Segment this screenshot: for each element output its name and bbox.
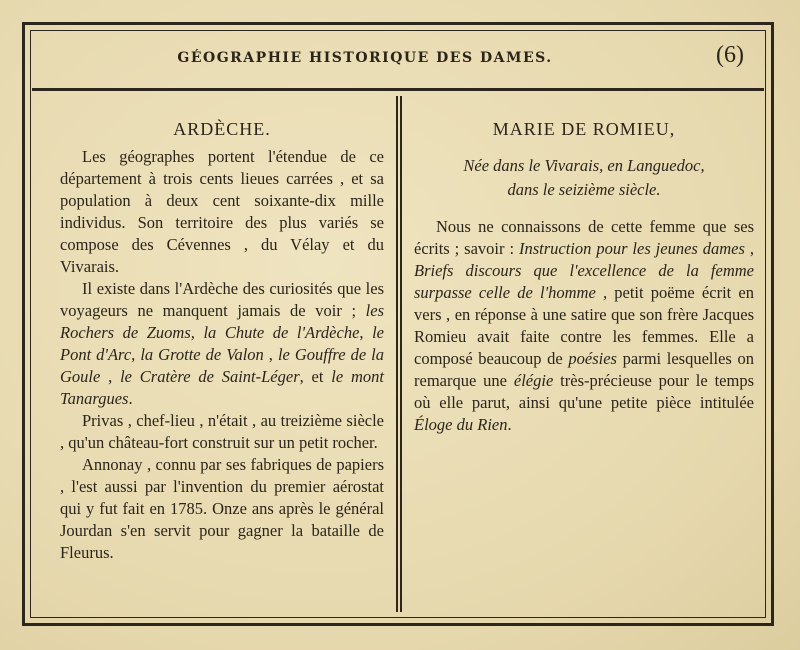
paragraph-biography	[414, 216, 754, 436]
text-span: , et	[299, 367, 332, 386]
text-span: Nous ne connaissons de cette femme que ses écrits ; savoir :	[414, 217, 754, 258]
text-span: .	[128, 389, 133, 408]
italic-place-name: le Pont d'Arc	[60, 323, 385, 364]
running-title: GÉOGRAPHIE HISTORIQUE DES DAMES.	[177, 50, 553, 66]
paragraph-geography: Les géographes portent l'étendue de ce département à trois cents lieues carrées , et sa population à deux cent soixante-dix mille individus. Son territoire des plus variés se compose des Cévennes , du Vélay et du Vivarais.	[60, 147, 384, 276]
section-heading-marie-de-romieu: MARIE DE ROMIEU,	[492, 119, 676, 139]
text-span: ,	[359, 323, 373, 342]
birth-subheading	[414, 154, 754, 202]
header-rule	[32, 88, 764, 91]
italic-place-names: les Rochers de Zuoms, la Chute de l'Ardèche	[60, 301, 384, 342]
italic-place-name: le Cratère de Saint-Léger	[120, 367, 300, 386]
section-heading-ardeche: ARDÈCHE.	[173, 119, 271, 139]
paragraph-annonay: Annonay , connu par ses fabriques de papiers , l'est aussi par l'invention du premier aérostat qui y fut fait en 1785. Onze ans après le général Jourdan s'en servit pour gagner la bataille de Fleurus.	[60, 455, 384, 562]
text-span: parmi lesquelles on remarque une	[414, 349, 754, 390]
italic-work-title: Instruction pour les jeunes dames	[518, 239, 745, 258]
text-span: très-précieuse pour le temps où elle parut, ainsi qu'une petite pièce intitulée	[414, 371, 754, 412]
italic-place-name: le Gouffre de la Goule	[60, 345, 384, 386]
left-column-ardeche	[60, 118, 384, 564]
page-header	[32, 34, 764, 86]
subheading-line-2: dans le seizième siècle.	[507, 180, 661, 199]
page-number: (6)	[716, 42, 744, 68]
text-span: ,	[100, 367, 121, 386]
italic-place-name: la Grotte de Valon	[140, 345, 264, 364]
italic-word: élégie	[513, 371, 554, 390]
paragraph-curiosities	[60, 278, 384, 410]
paragraph-privas: Privas , chef-lieu , n'était , au treizième siècle , qu'un château-fort construit sur un petit rocher.	[60, 411, 384, 452]
text-span: ,	[744, 239, 754, 258]
italic-work-title: Éloge du Rien	[414, 415, 508, 434]
subheading-line-1: Née dans le Vivarais, en Languedoc,	[463, 156, 705, 175]
text-span: ,	[263, 345, 278, 364]
text-span: ,	[131, 345, 141, 364]
italic-work-title: Briefs discours que l'excellence de la femme surpasse celle de l'homme	[414, 261, 754, 302]
right-column-marie-de-romieu	[414, 118, 754, 436]
column-divider	[396, 96, 402, 612]
italic-place-name: le mont Tanargues	[60, 367, 384, 408]
text-span: , petit poëme écrit en vers , en réponse à une satire que son frère Jacques Romieu avait faite contre les femmes. Elle a composé beaucoup de	[414, 283, 754, 368]
text-span: Il existe dans l'Ardèche des curiosités que les voyageurs ne manquent jamais de voir ;	[60, 279, 384, 320]
text-span: .	[507, 415, 512, 434]
italic-word: poésies	[568, 349, 617, 368]
